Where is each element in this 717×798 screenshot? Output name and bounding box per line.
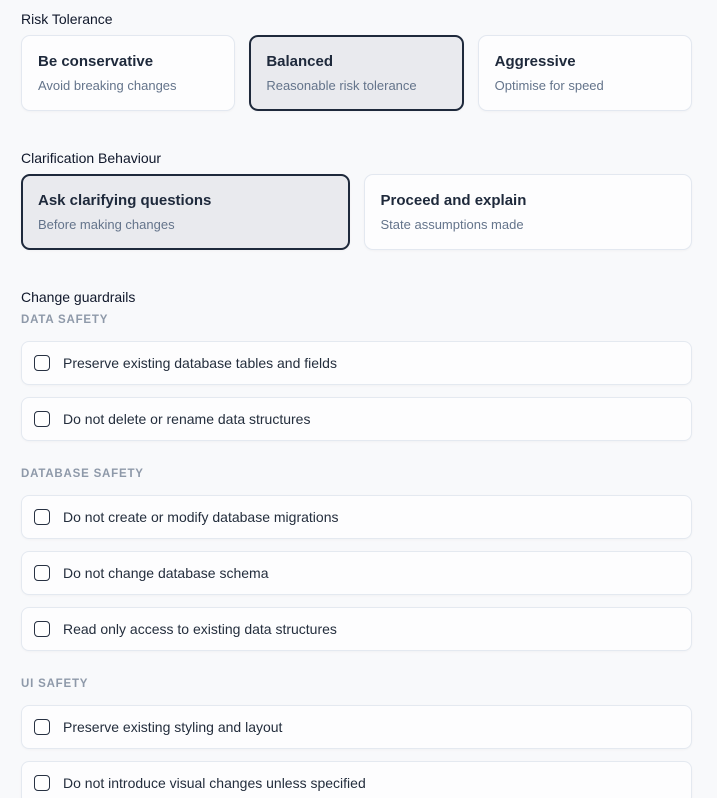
checkbox-row-no-visual-changes[interactable] [21, 761, 692, 798]
checkbox-label: Do not change database schema [63, 565, 269, 581]
option-title: Be conservative [38, 53, 154, 70]
checkbox-label: Preserve existing database tables and fields [63, 355, 337, 371]
group-label-database-safety: DATABASE SAFETY [21, 468, 144, 480]
checkbox-row-no-schema-change[interactable] [21, 551, 692, 595]
checkbox-row-preserve-database-tables[interactable] [21, 341, 692, 385]
checkbox[interactable] [34, 355, 50, 371]
risk-tolerance-options [21, 35, 692, 111]
checkbox-label: Do not introduce visual changes unless specified [63, 775, 366, 791]
checkbox-label: Do not create or modify database migrations [63, 509, 339, 525]
option-subtitle: Before making changes [38, 217, 175, 232]
checkbox-row-read-only-access[interactable] [21, 607, 692, 651]
option-subtitle: State assumptions made [380, 217, 524, 232]
option-title: Ask clarifying questions [38, 192, 212, 209]
option-subtitle: Reasonable risk tolerance [266, 78, 417, 93]
section-label-change-guardrails: Change guardrails [21, 289, 136, 305]
section-label-risk-tolerance: Risk Tolerance [21, 11, 113, 27]
option-subtitle: Optimise for speed [494, 78, 604, 93]
checkbox-label: Do not delete or rename data structures [63, 411, 311, 427]
checkbox[interactable] [34, 411, 50, 427]
option-card-aggressive[interactable] [478, 35, 692, 111]
checkbox-label: Read only access to existing data structures [63, 621, 337, 637]
option-card-proceed-and-explain[interactable] [364, 174, 693, 250]
checkbox-row-preserve-styling-layout[interactable] [21, 705, 692, 749]
option-card-balanced[interactable] [249, 35, 463, 111]
checkbox[interactable] [34, 719, 50, 735]
group-label-ui-safety: UI SAFETY [21, 678, 89, 690]
checkbox[interactable] [34, 775, 50, 791]
section-label-clarification-behaviour: Clarification Behaviour [21, 150, 162, 166]
group-label-data-safety: DATA SAFETY [21, 314, 109, 326]
checkbox[interactable] [34, 565, 50, 581]
checkbox-row-no-delete-rename-data[interactable] [21, 397, 692, 441]
option-card-ask-clarifying-questions[interactable] [21, 174, 350, 250]
checkbox-row-no-db-migrations[interactable] [21, 495, 692, 539]
option-card-be-conservative[interactable] [21, 35, 235, 111]
checkbox[interactable] [34, 621, 50, 637]
checkbox-label: Preserve existing styling and layout [63, 719, 283, 735]
option-subtitle: Avoid breaking changes [38, 78, 177, 93]
option-title: Aggressive [494, 53, 576, 70]
checkbox[interactable] [34, 509, 50, 525]
guardrail-group-data-safety [21, 313, 692, 441]
guardrail-group-ui-safety [21, 677, 692, 798]
option-title: Proceed and explain [380, 192, 527, 209]
option-title: Balanced [266, 53, 334, 70]
guardrail-group-database-safety [21, 467, 692, 651]
clarification-behaviour-options [21, 174, 692, 250]
